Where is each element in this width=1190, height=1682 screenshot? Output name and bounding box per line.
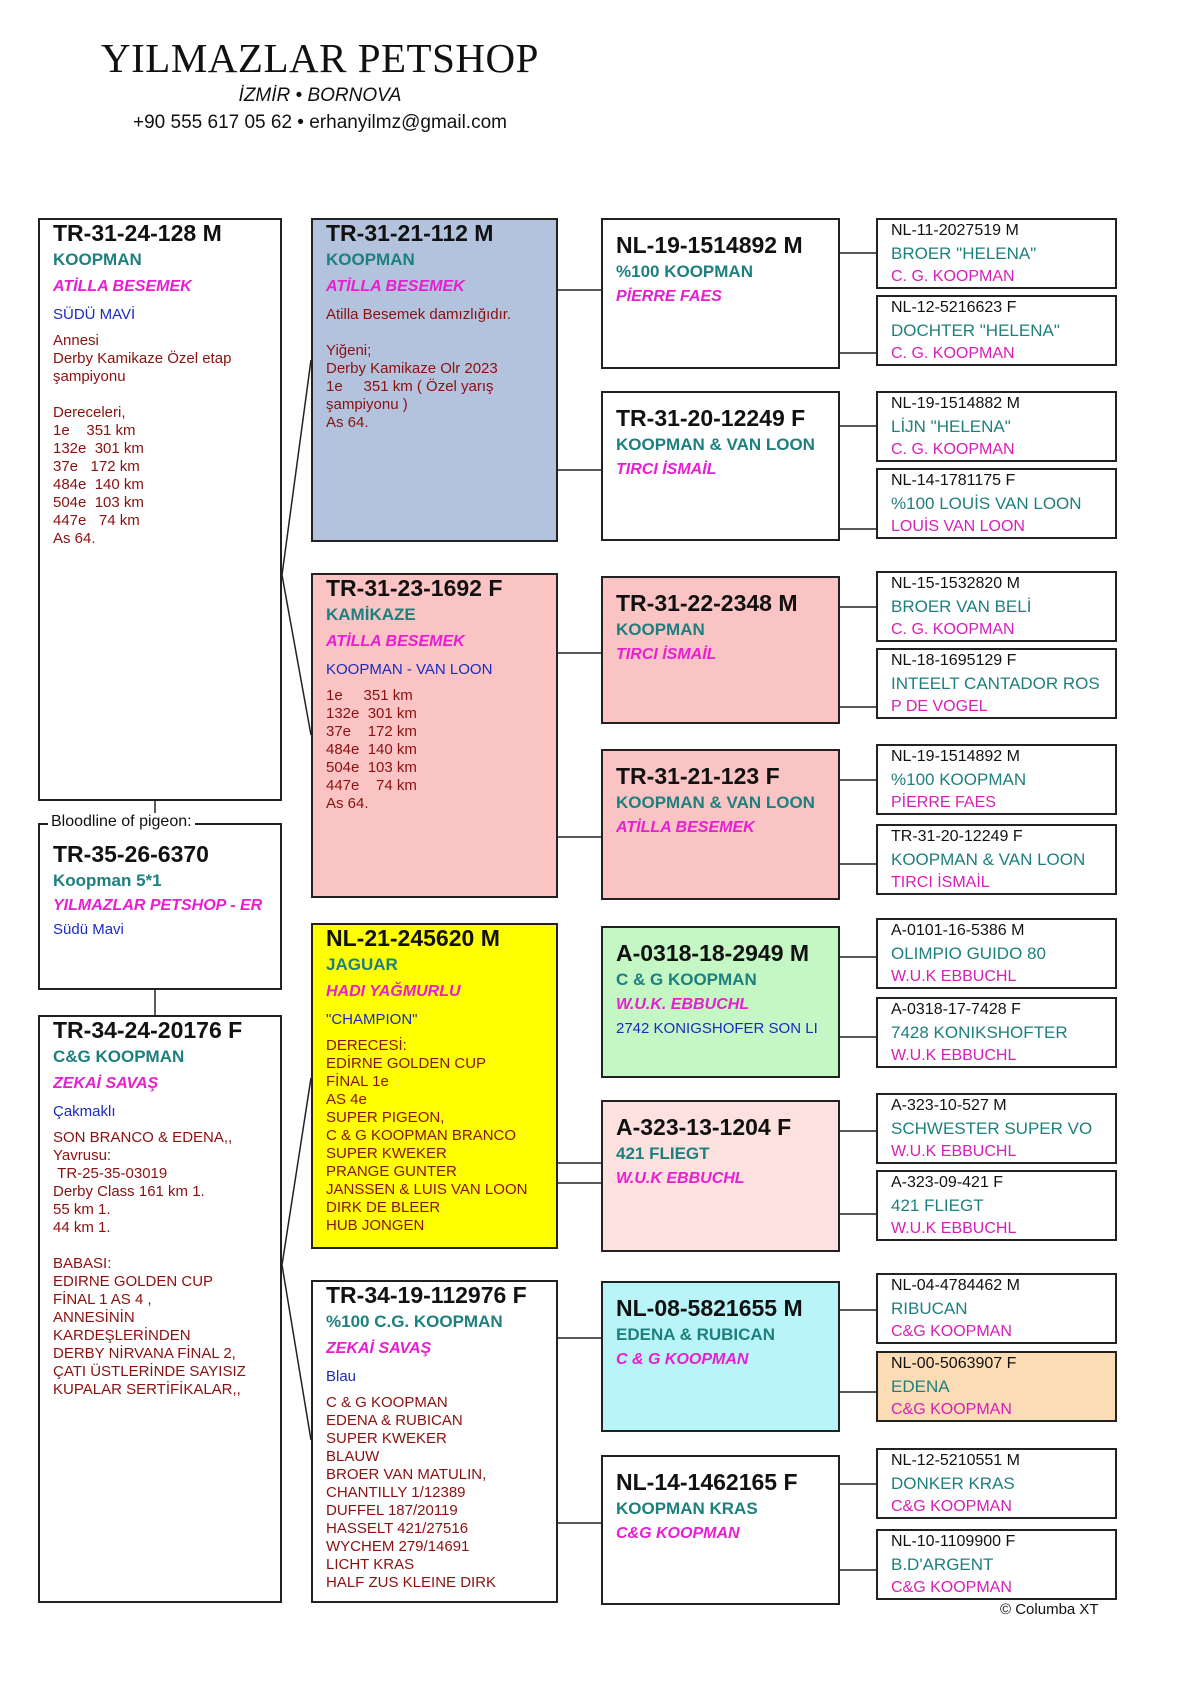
gen2-ring: NL-08-5821655 M [616,1295,803,1321]
gen1-sire-notes: Atilla Besemek damızlığıdır. Yiğeni; Derby Kamikaze Olr 2023 1e 351 km ( Özel yarış şampiyonu ) As 64. [326,306,512,431]
gen3-card-16 [876,1529,1117,1600]
gen2-breeder: TIRCI İSMAİL [616,461,717,478]
gen2-color: 2742 KONIGSHOFER SON LI [616,1020,818,1037]
subject-strain: KOOPMAN [53,250,142,269]
gen3-breeder: C. G. KOOPMAN [891,268,1015,285]
gen1-sire-breeder: ATİLLA BESEMEK [326,278,465,295]
gen2-card-1 [601,218,840,369]
subject-ring: TR-31-24-128 M [53,220,222,246]
gen2-card-7 [601,1281,840,1432]
gen1-dam-notes: 1e 351 km 132e 301 km 37e 172 km 484e 140 km 504e 103 km 447e 74 km As 64. [326,687,417,812]
gen3-card-10 [876,997,1117,1068]
gen1-dam-dam-strain: %100 C.G. KOOPMAN [326,1312,503,1331]
gen2-breeder: ATİLLA BESEMEK [616,819,755,836]
gen3-name: %100 LOUİS VAN LOON [891,494,1082,513]
subject-breeder: ATİLLA BESEMEK [53,278,192,295]
gen2-ring: TR-31-20-12249 F [616,405,806,431]
shop-contact: +90 555 617 05 62 • erhanyilmz@gmail.com [133,112,507,133]
gen3-card-15 [876,1448,1117,1519]
gen3-breeder: PİERRE FAES [891,794,996,811]
gen1-sire-card [311,218,558,542]
gen3-breeder: C&G KOOPMAN [891,1498,1012,1515]
gen3-card-1 [876,218,1117,289]
gen2-strain: EDENA & RUBICAN [616,1325,775,1344]
gen3-breeder: C. G. KOOPMAN [891,621,1015,638]
gen1-sire-ring: TR-31-21-112 M [326,220,494,246]
gen3-card-4 [876,468,1117,539]
bloodline-card [38,823,282,990]
copyright-text: © Columba XT [1000,1601,1099,1618]
gen2-ring: NL-19-1514892 M [616,232,803,258]
gen2-card-8 [601,1455,840,1605]
gen2-strain: KOOPMAN & VAN LOON [616,793,815,812]
gen3-breeder: P DE VOGEL [891,698,988,715]
gen2-card-3 [601,576,840,724]
gen1-dam-strain: KAMİKAZE [326,605,416,624]
gen3-ring: NL-14-1781175 F [891,472,1016,489]
bloodline-label: Bloodline of pigeon: [48,813,195,831]
gen3-card-8 [876,824,1117,895]
gen2-strain: KOOPMAN KRAS [616,1499,758,1518]
gen3-ring: NL-18-1695129 F [891,652,1017,669]
gen3-ring: A-323-09-421 F [891,1174,1004,1191]
subject-color: SÜDÜ MAVİ [53,306,136,323]
gen3-ring: A-0101-16-5386 M [891,922,1025,939]
gen3-name: BROER VAN BELİ [891,597,1032,616]
gen3-name: DONKER KRAS [891,1474,1015,1493]
gen1-dam-color: KOOPMAN - VAN LOON [326,661,493,678]
gen1-dam-dam-breeder: ZEKAİ SAVAŞ [326,1340,432,1357]
gen3-card-5 [876,571,1117,642]
gen2-ring: TR-31-22-2348 M [616,590,798,616]
gen3-ring: NL-11-2027519 M [891,222,1019,239]
gen3-name: BROER "HELENA" [891,244,1037,263]
gen2-breeder: C&G KOOPMAN [616,1525,740,1542]
dam-ring: TR-34-24-20176 F [53,1017,243,1043]
gen3-card-14 [876,1351,1117,1422]
gen1-dam-dam-color: Blau [326,1368,357,1385]
gen3-card-6 [876,648,1117,719]
gen3-name: EDENA [891,1377,950,1396]
gen3-card-9 [876,918,1117,989]
dam-color: Çakmaklı [53,1103,116,1120]
subject-notes: Annesi Derby Kamikaze Özel etap şampiyonu Dereceleri, 1e 351 km 132e 301 km 37e 172 km 484e 140 km 504e 103 km 447e 74 km As 64. [53,332,232,547]
gen2-card-5 [601,926,840,1078]
dam-notes: SON BRANCO & EDENA,, Yavrusu: TR-25-35-03019 Derby Class 161 km 1. 55 km 1. 44 km 1. BABASI: EDIRNE GOLDEN CUP FİNAL 1 AS 4 , ANNESİNİN KARDEŞLERİNDEN DERBY NİRVANA FİNAL 2, ÇATI ÜSTLERİNDE SAYISIZ KUPALAR SERTİFİKALAR,, [53,1129,246,1398]
bloodline-color: Südü Mavi [53,921,124,938]
gen1-dam-dam-card [311,1280,558,1603]
gen3-name: LİJN "HELENA" [891,417,1011,436]
gen1-dam-sire-breeder: HADI YAĞMURLU [326,983,461,1000]
gen3-card-12 [876,1170,1117,1241]
gen3-card-2 [876,295,1117,366]
gen3-breeder: C&G KOOPMAN [891,1323,1012,1340]
gen3-name: KOOPMAN & VAN LOON [891,850,1086,869]
gen2-breeder: TIRCI İSMAİL [616,646,717,663]
gen1-dam-dam-ring: TR-34-19-112976 F [326,1282,527,1308]
gen2-breeder: W.U.K EBBUCHL [616,1170,745,1187]
gen3-breeder: W.U.K EBBUCHL [891,968,1017,985]
bloodline-strain: Koopman 5*1 [53,871,162,890]
gen3-ring: NL-00-5063907 F [891,1355,1017,1372]
gen3-breeder: C&G KOOPMAN [891,1579,1012,1596]
gen1-dam-ring: TR-31-23-1692 F [326,575,503,601]
gen2-breeder: C & G KOOPMAN [616,1351,749,1368]
gen3-name: INTEELT CANTADOR ROS [891,674,1100,693]
gen3-ring: NL-15-1532820 M [891,575,1020,592]
gen3-ring: NL-19-1514882 M [891,395,1020,412]
gen3-name: RIBUCAN [891,1299,968,1318]
gen3-ring: A-0318-17-7428 F [891,1001,1021,1018]
gen2-strain: KOOPMAN [616,620,705,639]
gen3-card-3 [876,391,1117,462]
gen3-breeder: C. G. KOOPMAN [891,441,1015,458]
gen3-breeder: W.U.K EBBUCHL [891,1220,1017,1237]
gen2-strain: 421 FLIEGT [616,1144,710,1163]
gen1-sire-strain: KOOPMAN [326,250,415,269]
subject-pigeon-card [38,218,282,801]
dam-breeder: ZEKAİ SAVAŞ [53,1075,159,1092]
gen2-card-2 [601,391,840,541]
shop-location: İZMİR • BORNOVA [238,85,402,106]
gen3-name: 7428 KONIKSHOFTER [891,1023,1068,1042]
gen3-breeder: LOUİS VAN LOON [891,518,1025,535]
bloodline-breeder: YILMAZLAR PETSHOP - ER [53,897,263,914]
gen2-card-4 [601,749,840,900]
gen2-breeder: W.U.K. EBBUCHL [616,996,750,1013]
gen3-name: 421 FLIEGT [891,1196,984,1215]
gen3-name: %100 KOOPMAN [891,770,1027,789]
gen1-dam-sire-notes: DERECESİ: EDİRNE GOLDEN CUP FİNAL 1e AS 4e SUPER PIGEON, C & G KOOPMAN BRANCO SUPER KWEKER PRANGE GUNTER JANSSEN & LUIS VAN LOON DIRK DE BLEER HUB JONGEN [326,1037,528,1234]
gen3-breeder: C&G KOOPMAN [891,1401,1012,1418]
gen2-strain: C & G KOOPMAN [616,970,757,989]
gen3-card-7 [876,744,1117,815]
gen2-ring: A-0318-18-2949 M [616,940,810,966]
gen3-name: DOCHTER "HELENA" [891,321,1060,340]
gen3-breeder: W.U.K EBBUCHL [891,1047,1017,1064]
gen3-name: SCHWESTER SUPER VO [891,1119,1093,1138]
bloodline-ring: TR-35-26-6370 [53,841,209,867]
gen1-dam-dam-notes: C & G KOOPMAN EDENA & RUBICAN SUPER KWEKER BLAUW BROER VAN MATULIN, CHANTILLY 1/12389 DUFFEL 187/20119 HASSELT 421/27516 WYCHEM 279/14691 LICHT KRAS HALF ZUS KLEINE DIRK [326,1394,497,1591]
gen1-dam-card [311,573,558,898]
dam-pigeon-card [38,1015,282,1603]
gen3-breeder: W.U.K EBBUCHL [891,1143,1017,1160]
gen3-card-11 [876,1093,1117,1164]
gen2-strain: %100 KOOPMAN [616,262,753,281]
gen1-dam-sire-card [311,923,558,1249]
dam-strain: C&G KOOPMAN [53,1047,185,1066]
gen1-dam-sire-strain: JAGUAR [326,955,398,974]
gen2-breeder: PİERRE FAES [616,288,722,305]
gen1-dam-sire-ring: NL-21-245620 M [326,925,500,951]
gen2-ring: NL-14-1462165 F [616,1469,798,1495]
gen2-card-6 [601,1100,840,1252]
gen3-ring: TR-31-20-12249 F [891,828,1023,845]
gen2-ring: TR-31-21-123 F [616,763,780,789]
gen1-dam-breeder: ATİLLA BESEMEK [326,633,465,650]
gen1-dam-sire-color: "CHAMPION" [326,1011,418,1028]
gen3-ring: NL-19-1514892 M [891,748,1020,765]
gen3-ring: A-323-10-527 M [891,1097,1007,1114]
gen3-name: OLIMPIO GUIDO 80 [891,944,1046,963]
gen3-ring: NL-12-5216623 F [891,299,1017,316]
gen3-breeder: C. G. KOOPMAN [891,345,1015,362]
gen3-ring: NL-12-5210551 M [891,1452,1020,1469]
gen3-ring: NL-04-4784462 M [891,1277,1020,1294]
shop-title: YILMAZLAR PETSHOP [101,35,539,81]
gen3-breeder: TIRCI İSMAİL [891,874,990,891]
gen3-name: B.D'ARGENT [891,1555,994,1574]
gen3-ring: NL-10-1109900 F [891,1533,1016,1550]
gen2-ring: A-323-13-1204 F [616,1114,792,1140]
gen3-card-13 [876,1273,1117,1344]
gen2-strain: KOOPMAN & VAN LOON [616,435,815,454]
